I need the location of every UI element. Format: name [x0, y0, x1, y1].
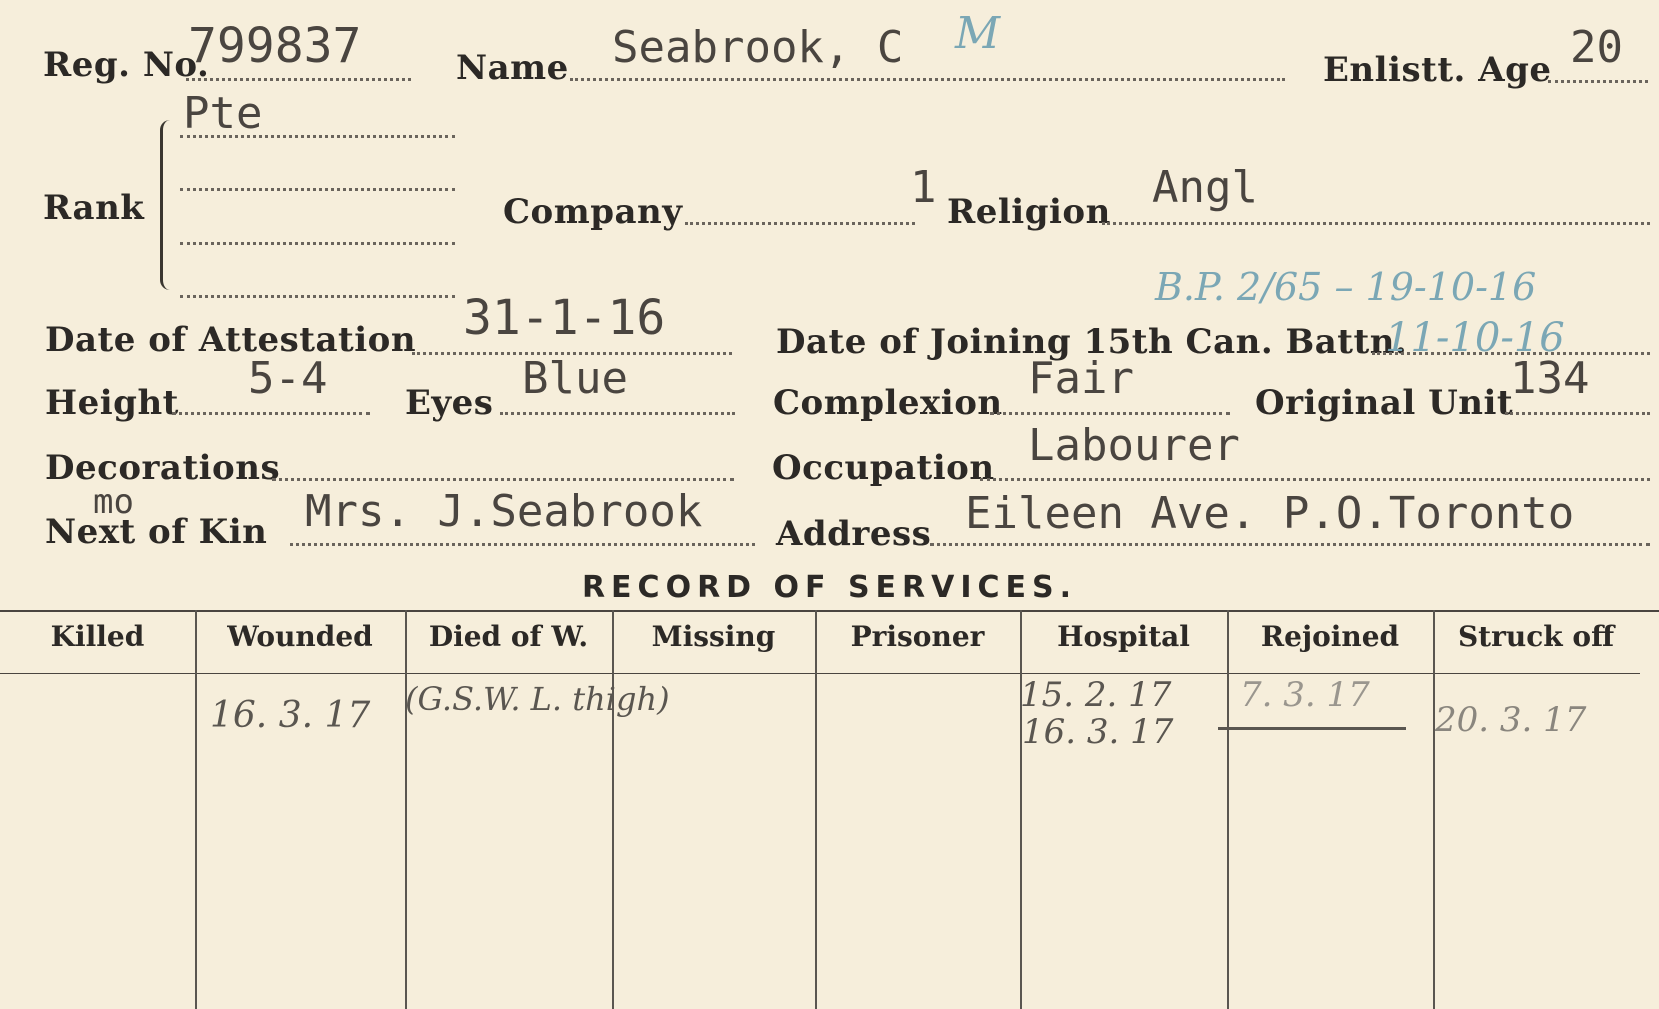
- rejoined-strike-rule: [1218, 727, 1406, 730]
- col-divider-1: [195, 610, 197, 1009]
- unit-label: Original Unit: [1255, 383, 1514, 423]
- age-label: Enlistt. Age: [1323, 50, 1552, 90]
- complexion-value: Fair: [1028, 353, 1134, 404]
- name-label: Name: [456, 48, 569, 88]
- col-header-wounded: Wounded: [227, 620, 373, 653]
- col-header-struck-off: Struck off: [1457, 620, 1615, 653]
- col-header-hospital: Hospital: [1057, 620, 1190, 653]
- eyes-dots: [500, 412, 735, 415]
- complexion-label: Complexion: [773, 383, 1003, 423]
- eyes-value: Blue: [522, 353, 628, 404]
- col-header-killed: Killed: [50, 620, 145, 653]
- name-hand-initial: M: [955, 8, 1001, 59]
- occupation-value: Labourer: [1028, 420, 1240, 471]
- rank-dots-3: [180, 242, 455, 245]
- height-dots: [172, 412, 370, 415]
- name-dots: [570, 78, 1285, 81]
- height-label: Height: [45, 383, 179, 423]
- rank-brace: [160, 120, 179, 290]
- col-divider-3: [612, 610, 614, 1009]
- entry-hospital-2: 16. 3. 17: [1022, 712, 1174, 752]
- occupation-label: Occupation: [772, 448, 995, 488]
- company-value: 1: [910, 162, 937, 213]
- address-value: Eileen Ave. P.O.Toronto: [965, 488, 1575, 539]
- col-header-missing: Missing: [651, 620, 776, 653]
- address-label: Address: [776, 514, 932, 554]
- col-header-prisoner: Prisoner: [850, 620, 985, 653]
- decorations-dots: [272, 478, 734, 481]
- col-divider-6: [1227, 610, 1229, 1009]
- age-dots: [1548, 80, 1648, 83]
- reg-no-value: 799837: [188, 18, 362, 74]
- religion-label: Religion: [947, 192, 1111, 232]
- col-divider-4: [815, 610, 817, 1009]
- address-dots: [930, 543, 1650, 546]
- col-header-died: Died of W.: [428, 620, 589, 653]
- religion-value: Angl: [1152, 162, 1258, 213]
- religion-dots: [1102, 222, 1650, 225]
- attestation-label: Date of Attestation: [45, 320, 417, 360]
- kin-value: Mrs. J.Seabrook: [305, 486, 703, 537]
- joining-label: Date of Joining 15th Can. Battn.: [776, 322, 1408, 362]
- entry-hospital-1: 15. 2. 17: [1020, 675, 1172, 715]
- entry-wounded: 16. 3. 17: [210, 695, 371, 736]
- rank-label: Rank: [43, 188, 145, 228]
- company-label: Company: [503, 192, 683, 232]
- reg-no-dots: [186, 78, 411, 81]
- services-title: RECORD OF SERVICES.: [581, 570, 1078, 605]
- col-header-rejoined: Rejoined: [1260, 620, 1400, 653]
- rank-dots-4: [180, 295, 455, 298]
- col-divider-5: [1020, 610, 1022, 1009]
- rank-dots-1: [180, 135, 455, 138]
- services-header-rule: [0, 673, 1640, 674]
- name-value: Seabrook, C: [612, 22, 904, 73]
- kin-dots: [290, 543, 755, 546]
- entry-rejoined: 7. 3. 17: [1240, 675, 1370, 715]
- joining-value: 11-10-16: [1385, 315, 1565, 361]
- col-divider-2: [405, 610, 407, 1009]
- unit-dots: [1505, 412, 1650, 415]
- decorations-label: Decorations: [45, 448, 281, 488]
- complexion-dots: [990, 412, 1230, 415]
- eyes-label: Eyes: [405, 383, 494, 423]
- bp-note: B.P. 2/65 – 19-10-16: [1155, 265, 1537, 309]
- rank-dots-2: [180, 188, 455, 191]
- kin-superscript: mo: [93, 482, 134, 522]
- kin-label: Next of Kin: [45, 512, 268, 552]
- height-value: 5-4: [248, 353, 328, 404]
- services-top-rule: [0, 610, 1659, 612]
- unit-value: 134: [1510, 353, 1590, 404]
- company-dots: [685, 222, 915, 225]
- age-value: 20: [1570, 22, 1623, 73]
- occupation-dots: [980, 478, 1650, 481]
- col-divider-7: [1433, 610, 1435, 1009]
- reg-no-label: Reg. No.: [43, 45, 210, 85]
- entry-struck-off: 20. 3. 17: [1435, 700, 1587, 740]
- attestation-value: 31-1-16: [463, 290, 666, 346]
- entry-died-of-w: (G.S.W. L. thigh): [405, 680, 670, 718]
- rank-value: Pte: [183, 88, 263, 139]
